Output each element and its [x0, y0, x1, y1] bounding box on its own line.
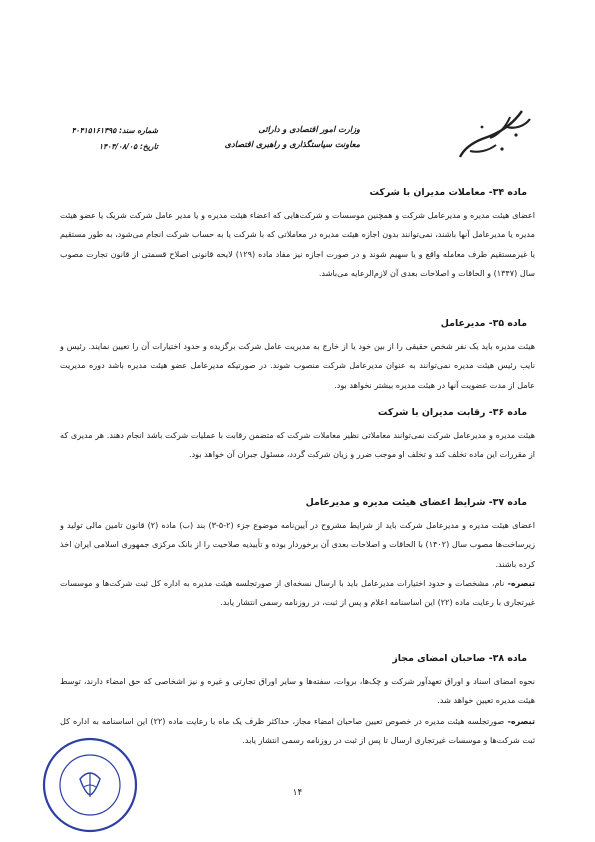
center-logo: [452, 105, 538, 163]
note-label: تبصره-: [504, 716, 535, 726]
official-seal: [40, 735, 140, 835]
document-meta: [38, 123, 158, 155]
note-label: تبصره-: [504, 578, 535, 588]
article-37-note: [60, 574, 535, 613]
deputy-name: معاونت سیاستگذاری و راهبری اقتصادی: [224, 139, 360, 149]
article-38-text: نحوه امضای اسناد و اوراق تعهدآور شرکت و چک‌ها، بروات، سفته‌ها و سایر اوراق تجارتی و غیره و نیز اشخاصی که حق امضاء دارند، توسط هیئت مدیره تعیین خواهد شد.: [60, 676, 535, 706]
article-34-heading: ماده ۳۴- معاملات مدیران با شرکت: [369, 187, 527, 198]
article-37-heading: ماده ۳۷- شرایط اعضای هیئت مدیره و مدیرعامل: [305, 497, 527, 508]
ministry-header: [215, 122, 360, 152]
document-date: تاریخ: ۱۴۰۴/۰۸/۰۵: [99, 142, 158, 151]
article-38-heading: ماده ۳۸- صاحبان امضای مجاز: [392, 653, 527, 664]
page-number: ۱۴: [292, 788, 303, 798]
article-35-text: هیئت مدیره باید یک نفر شخص حقیقی را از بین خود یا از خارج به مدیریت عامل شرکت برگزیده و حدود اختیارات آن را تعیین نمایند. رئیس و نایب رئیس هیئت مدیره نمی‌توانند به عنوان مدیرعامل شرکت منصوب شوند. در صورتیکه مدیرعامل عضو هیئت مدیره باشد دوره مدیریت عامل از مدت عضویت آنها در هیئت مدیره بیشتر نخواهد بود.: [60, 341, 535, 390]
note-text: صورتجلسه هیئت مدیره در خصوص تعیین صاحبان امضاء مجاز، حداکثر ظرف یک ماه با رعایت ماده (۲۲) این اساسنامه به اداره کل ثبت شرکت‌ها و موسسات غیرتجاری ارسال تا پس از ثبت در روزنامه رسمی انتشار یابد.: [60, 716, 535, 746]
reference-number: شماره سند: ۴۰۴۱۵۱۶۱۳۹۵: [71, 126, 158, 135]
article-36-text: هیئت مدیره و مدیرعامل شرکت نمی‌توانند معاملاتی نظیر معاملات شرکت که متضمن رقابت با عملیات شرکت باشد انجام دهند. هر مدیری که از مقررات این ماده تخلف کند و تخلف او موجب ضرر و زیان شرکت گردد، مسئول جبران آن خواهد بود.: [60, 430, 535, 460]
ministry-name: وزارت امور اقتصادی و دارائی: [258, 124, 360, 134]
article-37-text: اعضای هیئت مدیره و مدیرعامل شرکت باید از شرایط مشروح در آیین‌نامه موضوع جزء (۲-۵-۳) بند (ب) ماده (۲) قانون تامین مالی تولید و زیرساخت‌ها مصوب سال (۱۴۰۲) با الحاقات و اصلاحات بعدی آن برخوردار بوده و تأییدیه صلاحیت را از بانک مرکزی جمهوری اسلامی ایران اخذ کرده باشند.: [60, 520, 536, 569]
note-text: نام، مشخصات و حدود اختیارات مدیرعامل باید با ارسال نسخه‌ای از صورتجلسه هیئت مدیره به اداره کل ثبت شرکت‌ها و موسسات غیرتجاری با رعایت ماده (۲۲) این اساسنامه اعلام و پس از ثبت، در روزنامه رسمی انتشار یابد.: [60, 578, 535, 608]
article-36-heading: ماده ۳۶- رقابت مدیران با شرکت: [377, 407, 527, 418]
article-35-heading: ماده ۳۵- مدیرعامل: [440, 318, 527, 329]
article-34-text: اعضای هیئت مدیره و مدیرعامل شرکت و همچنین موسسات و شرکت‌هایی که اعضاء هیئت مدیره و یا مدیر عامل شرکت شریک یا عضو هیئت مدیره یا مدیرعامل آنها باشند، نمی‌توانند بدون اجازه هیئت مدیره در معاملاتی که با شرکت یا به حساب شرکت انجام می‌شود، به طور مستقیم یا غیرمستقیم طرف معامله واقع و یا سهیم شوند و در صورت اجازه نیز مفاد ماده (۱۲۹) لایحه قانونی اصلاح قسمتی از قانون تجارت مصوب سال (۱۳۴۷) و الحاقات و اصلاحات بعدی آن لازم‌الرعایه می‌باشد.: [60, 210, 536, 279]
